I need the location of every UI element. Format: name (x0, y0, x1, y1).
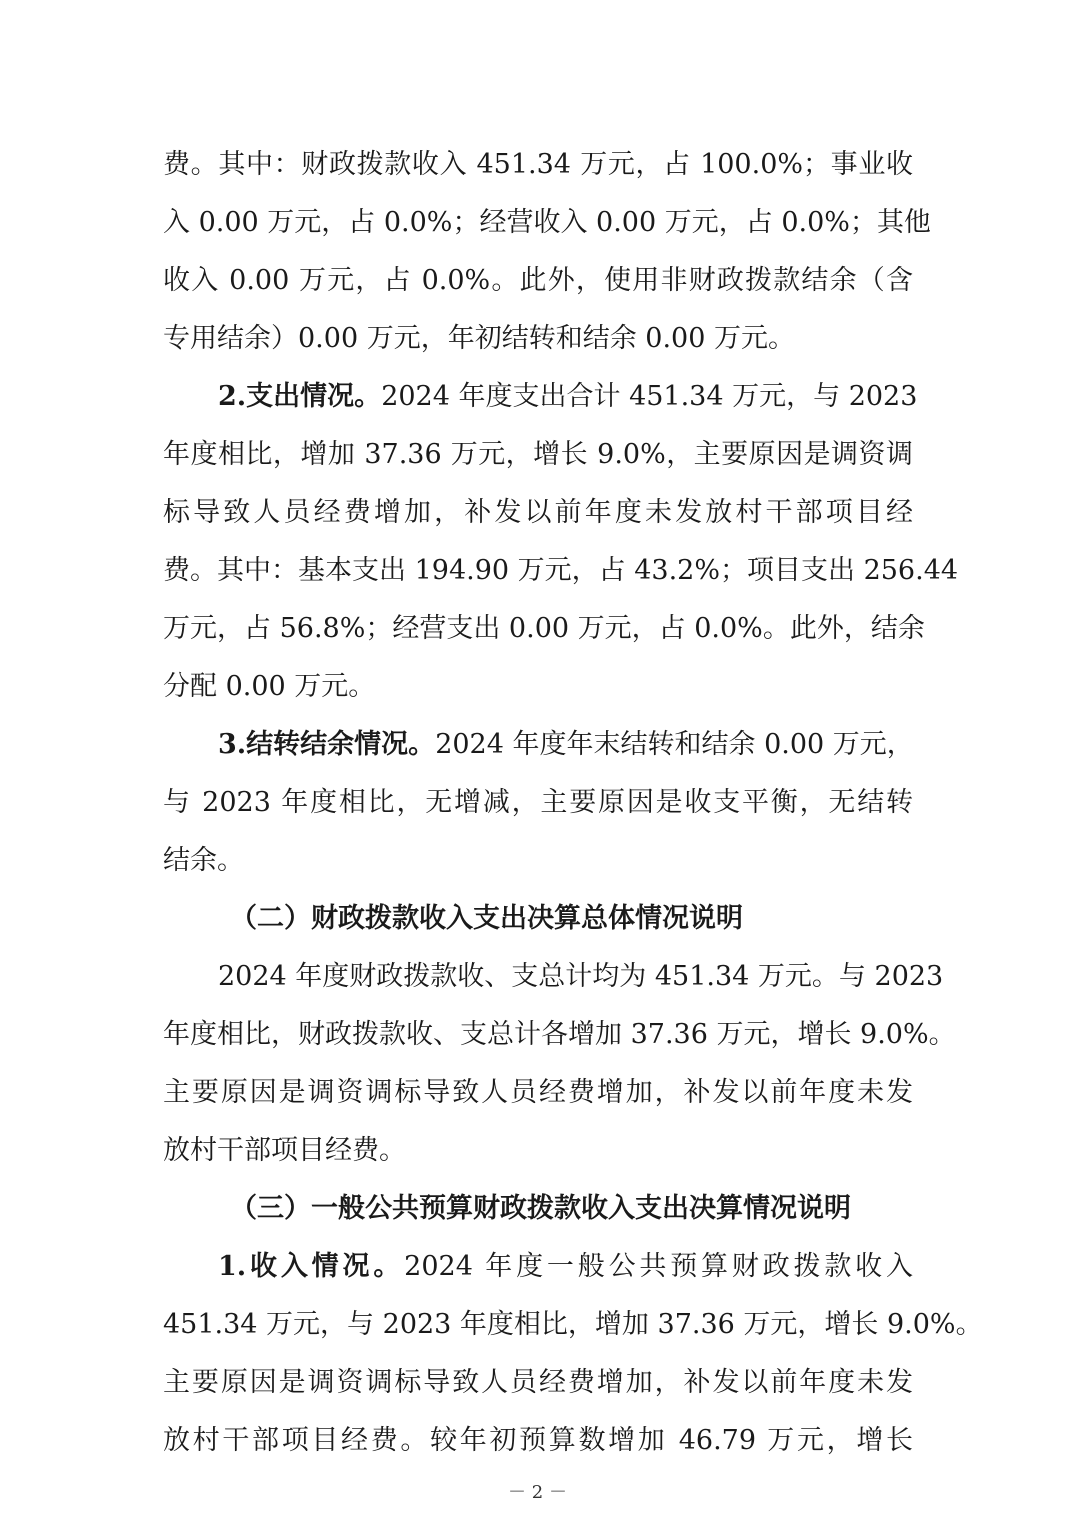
paragraph-text: 2024 年度一般公共预算财政拨款收入 (404, 1251, 914, 1282)
paragraph-line: 收入 0.00 万元，占 0.0%。此外，使用非财政拨款结余（含 (163, 265, 913, 296)
paragraph-line: 主要原因是调资调标导致人员经费增加，补发以前年度未发 (163, 1077, 913, 1108)
paragraph-line: 年度相比，财政拨款收、支总计各增加 37.36 万元，增长 9.0%。 (163, 1019, 956, 1050)
section-heading: （三）一般公共预算财政拨款收入支出决算情况说明 (230, 1193, 851, 1224)
paragraph-line: 费。其中：财政拨款收入 451.34 万元，占 100.0%；事业收 (163, 149, 913, 180)
paragraph-line: 放村干部项目经费。较年初预算数增加 46.79 万元，增长 (163, 1425, 913, 1456)
paragraph-first-line (218, 1247, 913, 1287)
page-number: － 2 － (508, 1482, 567, 1503)
paragraph-line: 年度相比，增加 37.36 万元，增长 9.0%，主要原因是调资调 (163, 439, 913, 470)
paragraph-lead: 1.收入情况。 (218, 1251, 405, 1282)
paragraph-first-line (218, 377, 918, 417)
paragraph-line: 放村干部项目经费。 (163, 1135, 406, 1166)
paragraph-line: 万元，占 56.8%；经营支出 0.00 万元，占 0.0%。此外，结余 (163, 613, 925, 644)
paragraph-line: 费。其中：基本支出 194.90 万元，占 43.2%；项目支出 256.44 (163, 555, 959, 586)
paragraph-text: 2024 年度支出合计 451.34 万元，与 2023 (381, 381, 918, 412)
paragraph-first-line (218, 725, 913, 765)
paragraph-line: 专用结余）0.00 万元，年初结转和结余 0.00 万元。 (163, 323, 795, 354)
paragraph-first-line: 2024 年度财政拨款收、支总计均为 451.34 万元。与 2023 (218, 961, 944, 992)
paragraph-line: 与 2023 年度相比，无增减，主要原因是收支平衡，无结转 (163, 787, 913, 818)
paragraph-lead: 3.结转结余情况。 (218, 729, 436, 760)
paragraph-line: 451.34 万元，与 2023 年度相比，增加 37.36 万元，增长 9.0%。 (163, 1309, 983, 1340)
paragraph-text: 2024 年度年末结转和结余 0.00 万元， (435, 729, 914, 760)
paragraph-line: 分配 0.00 万元。 (163, 671, 376, 702)
section-heading: （二）财政拨款收入支出决算总体情况说明 (230, 903, 743, 934)
paragraph-line: 入 0.00 万元，占 0.0%；经营收入 0.00 万元，占 0.0%；其他 (163, 207, 931, 238)
paragraph-line: 主要原因是调资调标导致人员经费增加，补发以前年度未发 (163, 1367, 913, 1398)
paragraph-line: 结余。 (163, 845, 244, 876)
paragraph-lead: 2.支出情况。 (218, 381, 382, 412)
paragraph-line: 标导致人员经费增加，补发以前年度未发放村干部项目经 (163, 497, 913, 528)
